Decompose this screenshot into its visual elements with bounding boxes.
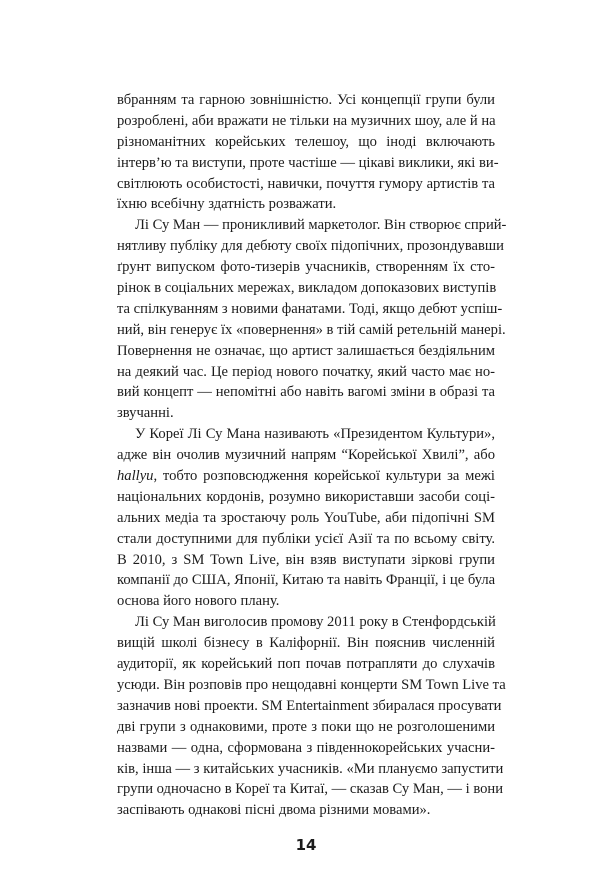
- text-line: стали доступними для публіки усієї Азії та по всьому світу.: [117, 530, 495, 547]
- paragraph-start-line: Лі Су Ман виголосив промову 2011 року в Стенфордській: [135, 614, 496, 631]
- text-line: заспівають однакові пісні двома різними мовами».: [117, 802, 431, 819]
- body-text: [117, 90, 507, 821]
- text-line: альних медіа та зростаючу роль YouTube, аби підопічні SM: [117, 509, 495, 526]
- text-line: усюди. Він розповів про нещодавні концерти SM Town Live та: [117, 676, 506, 693]
- text-line-rest: , тобто розповсюдження корейської культури за межі: [153, 468, 495, 485]
- page-number: 14: [295, 836, 317, 854]
- text-line: національних кордонів, розумно використавши засоби соці-: [117, 488, 495, 505]
- text-line: розроблені, аби вражати не тільки на музичних шоу, але й на: [117, 112, 496, 129]
- italic-term: hallyu: [117, 468, 154, 485]
- text-line: В 2010, з SM Town Live, він взяв виступати зіркові групи: [117, 551, 495, 568]
- text-line: ґрунт випуском фото-тизерів учасників, створенням їх сто-: [117, 259, 495, 276]
- text-line: на деякий час. Це період нового початку, який часто має но-: [117, 363, 495, 380]
- text-line: звучанні.: [117, 405, 174, 422]
- text-line: зазначив нові проекти. SM Entertainment збиралася просувати: [117, 697, 502, 714]
- text-line: вищій школі бізнесу в Каліфорнії. Він пояснив численній: [117, 635, 495, 652]
- text-line: світлюють особистості, навички, почуття гумору артистів та: [117, 175, 495, 192]
- text-line: нятливу публіку для дебюту своїх підопічних, прозондувавши: [117, 238, 504, 255]
- text-line: дві групи з однаковими, проте з поки що не розголошеними: [117, 718, 495, 735]
- paragraph-start-line: У Кореї Лі Су Мана називають «Президентом Культури»,: [135, 426, 495, 443]
- text-line: інтерв’ю та виступи, проте частіше — цікаві виклики, які ви-: [117, 154, 499, 171]
- text-line: компанії до США, Японії, Китаю та навіть Франції, і це була: [117, 572, 496, 589]
- paragraph-start-line: Лі Су Ман — проникливий маркетолог. Він створює сприй-: [135, 217, 507, 234]
- text-line: [117, 466, 495, 487]
- text-line: їхню всебічну здатність розважати.: [117, 196, 337, 213]
- text-line: рінок в соціальних мережах, викладом допоказових виступів: [117, 280, 497, 297]
- text-line: ків, інша — з китайських учасників. «Ми плануємо запустити: [117, 760, 504, 777]
- text-line: аудиторії, як корейський поп почав потрапляти до слухачів: [117, 656, 495, 673]
- text-line: різноманітних корейських телешоу, що іноді включають: [117, 133, 495, 150]
- text-line: вий концепт — непомітні або навіть вагомі зміни в образі та: [117, 384, 495, 401]
- text-line: основа його нового плану.: [117, 593, 280, 610]
- text-line: ний, він генерує їх «повернення» в тій самій ретельній манері.: [117, 321, 506, 338]
- text-line: групи одночасно в Кореї та Китаї, — сказав Су Ман, — і вони: [117, 781, 504, 798]
- text-line: адже він очолив музичний напрям “Корейської Хвилі”, або: [117, 447, 495, 464]
- text-line: назвами — одна, сформована з південнокорейських учасни-: [117, 739, 495, 756]
- text-line: вбранням та гарною зовнішністю. Усі концепції групи були: [117, 92, 495, 108]
- text-line: та спілкуванням з новими фанатами. Тоді, якщо дебют успіш-: [117, 300, 503, 317]
- text-line: Повернення не означає, що артист залишається бездіяльним: [117, 342, 495, 359]
